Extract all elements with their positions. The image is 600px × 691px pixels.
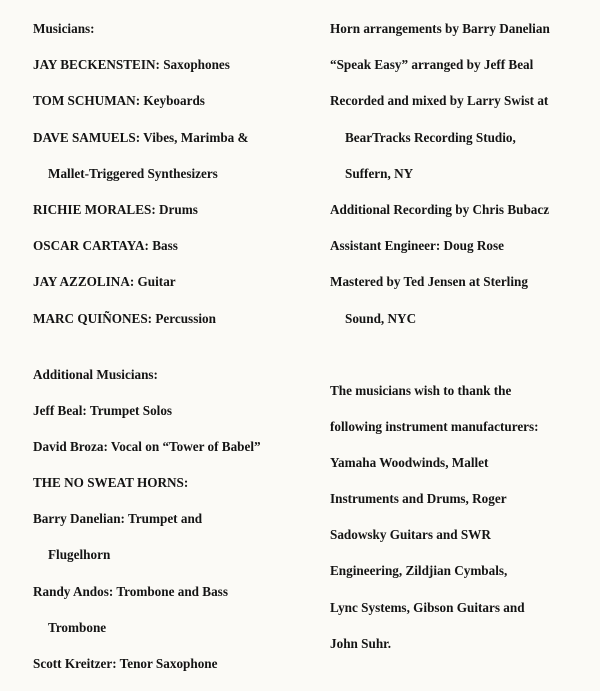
thanks-line: Lync Systems, Gibson Guitars and bbox=[330, 599, 525, 615]
additional-musician-credit: Barry Danelian: Trumpet and bbox=[33, 511, 203, 527]
production-credit: Mastered by Ted Jensen at Sterling bbox=[330, 274, 528, 290]
additional-musician-credit-continued: Flugelhorn bbox=[48, 547, 111, 563]
production-credit-continued: Suffern, NY bbox=[345, 165, 414, 181]
musician-credit: JAY AZZOLINA: Guitar bbox=[33, 274, 176, 290]
production-credit: “Speak Easy” arranged by Jeff Beal bbox=[330, 57, 534, 73]
additional-musician-credit-continued: Trombone bbox=[48, 619, 107, 635]
production-credit: Horn arrangements by Barry Danelian bbox=[330, 21, 550, 36]
musician-credit: RICHIE MORALES: Drums bbox=[33, 201, 198, 217]
musician-credit-continued: Mallet-Triggered Synthesizers bbox=[48, 165, 218, 181]
additional-musician-credit: David Broza: Vocal on “Tower of Babel” bbox=[33, 438, 261, 454]
horn-section-heading: THE NO SWEAT HORNS: bbox=[33, 475, 189, 491]
musicians-heading: Musicians: bbox=[33, 21, 95, 36]
additional-musicians-heading: Additional Musicians: bbox=[33, 366, 158, 382]
musician-credit: TOM SCHUMAN: Keyboards bbox=[33, 93, 205, 109]
production-credit: Additional Recording by Chris Bubacz bbox=[330, 201, 550, 217]
production-credit-continued: BearTracks Recording Studio, bbox=[345, 129, 516, 145]
thanks-line: following instrument manufacturers: bbox=[330, 418, 539, 434]
thanks-line: Yamaha Woodwinds, Mallet bbox=[330, 454, 489, 470]
production-credit: Recorded and mixed by Larry Swist at bbox=[330, 93, 549, 109]
musician-credit: MARC QUIÑONES: Percussion bbox=[33, 310, 216, 326]
thanks-line: The musicians wish to thank the bbox=[330, 382, 512, 398]
additional-musician-credit: Scott Kreitzer: Tenor Saxophone bbox=[33, 656, 218, 671]
production-credit: Assistant Engineer: Doug Rose bbox=[330, 238, 505, 254]
production-credit-continued: Sound, NYC bbox=[345, 310, 417, 326]
musician-credit: OSCAR CARTAYA: Bass bbox=[33, 238, 178, 254]
musician-credit: JAY BECKENSTEIN: Saxophones bbox=[33, 57, 230, 73]
additional-musician-credit: Jeff Beal: Trumpet Solos bbox=[33, 402, 173, 418]
musicians-column bbox=[33, 20, 308, 691]
musician-credit: DAVE SAMUELS: Vibes, Marimba & bbox=[33, 129, 249, 145]
thanks-line: Sadowsky Guitars and SWR bbox=[330, 527, 491, 543]
production-credits-column bbox=[330, 20, 592, 671]
additional-musician-credit: Randy Andos: Trombone and Bass bbox=[33, 583, 228, 599]
thanks-line: John Suhr. bbox=[330, 635, 392, 651]
thanks-line: Instruments and Drums, Roger bbox=[330, 491, 507, 507]
thanks-line: Engineering, Zildjian Cymbals, bbox=[330, 563, 508, 579]
